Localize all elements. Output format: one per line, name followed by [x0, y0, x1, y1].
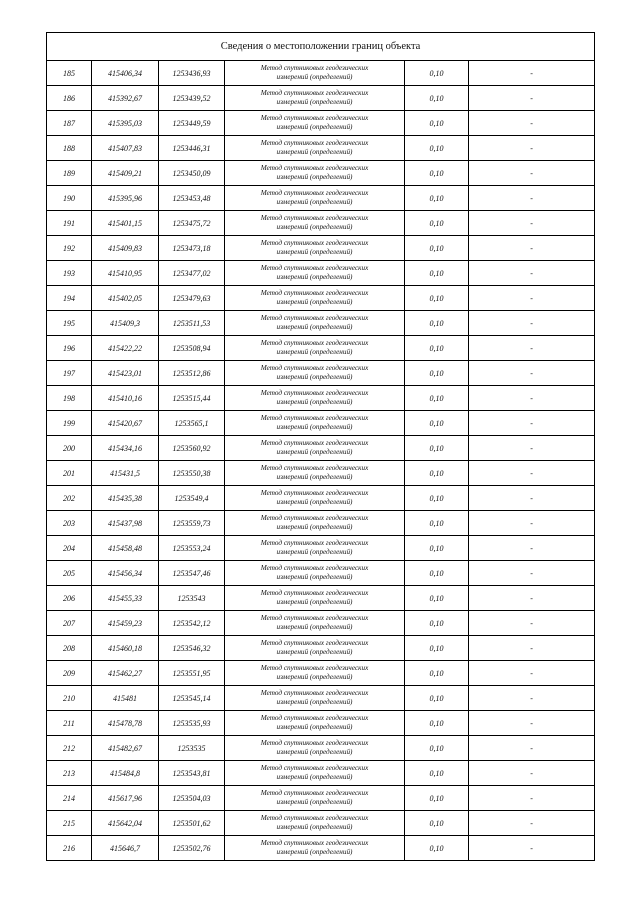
method-cell [225, 786, 405, 811]
x-coordinate-cell: 415423,01 [92, 361, 159, 386]
y-coordinate-cell: 1253543 [159, 586, 225, 611]
x-coordinate-cell: 415402,05 [92, 286, 159, 311]
method-line-2: измерений (определений) [276, 748, 353, 756]
table-row [47, 61, 595, 86]
description-cell: - [469, 586, 595, 611]
x-coordinate-cell: 415460,18 [92, 636, 159, 661]
method-line-2: измерений (определений) [276, 223, 353, 231]
x-coordinate-cell: 415392,67 [92, 86, 159, 111]
y-coordinate-cell: 1253559,73 [159, 511, 225, 536]
method-line-1: Метод спутниковых геодезических [260, 589, 369, 597]
method-cell [225, 436, 405, 461]
table-row [47, 761, 595, 786]
accuracy-cell: 0,10 [405, 661, 469, 686]
table-row [47, 336, 595, 361]
x-coordinate-cell: 415431,5 [92, 461, 159, 486]
accuracy-cell: 0,10 [405, 86, 469, 111]
accuracy-cell: 0,10 [405, 361, 469, 386]
table-row [47, 111, 595, 136]
accuracy-cell: 0,10 [405, 561, 469, 586]
method-cell [225, 686, 405, 711]
method-cell [225, 736, 405, 761]
method-line-1: Метод спутниковых геодезических [260, 439, 369, 447]
method-line-2: измерений (определений) [276, 298, 353, 306]
method-line-1: Метод спутниковых геодезических [260, 314, 369, 322]
point-number-cell: 209 [47, 661, 92, 686]
y-coordinate-cell: 1253549,4 [159, 486, 225, 511]
table-row [47, 836, 595, 861]
method-cell [225, 61, 405, 86]
method-cell [225, 511, 405, 536]
point-number-cell: 199 [47, 411, 92, 436]
method-line-1: Метод спутниковых геодезических [260, 764, 369, 772]
accuracy-cell: 0,10 [405, 786, 469, 811]
method-line-2: измерений (определений) [276, 723, 353, 731]
y-coordinate-cell: 1253446,31 [159, 136, 225, 161]
method-cell [225, 611, 405, 636]
x-coordinate-cell: 415409,3 [92, 311, 159, 336]
table-row [47, 361, 595, 386]
method-line-1: Метод спутниковых геодезических [260, 814, 369, 822]
table-row [47, 161, 595, 186]
method-line-1: Метод спутниковых геодезических [260, 664, 369, 672]
x-coordinate-cell: 415395,96 [92, 186, 159, 211]
description-cell: - [469, 661, 595, 686]
y-coordinate-cell: 1253453,48 [159, 186, 225, 211]
y-coordinate-cell: 1253511,53 [159, 311, 225, 336]
method-cell [225, 561, 405, 586]
x-coordinate-cell: 415456,34 [92, 561, 159, 586]
method-line-2: измерений (определений) [276, 198, 353, 206]
accuracy-cell: 0,10 [405, 136, 469, 161]
accuracy-cell: 0,10 [405, 711, 469, 736]
method-line-2: измерений (определений) [276, 273, 353, 281]
point-number-cell: 190 [47, 186, 92, 211]
table-row [47, 811, 595, 836]
x-coordinate-cell: 415482,67 [92, 736, 159, 761]
description-cell: - [469, 536, 595, 561]
x-coordinate-cell: 415395,03 [92, 111, 159, 136]
table-row [47, 261, 595, 286]
accuracy-cell: 0,10 [405, 736, 469, 761]
point-number-cell: 207 [47, 611, 92, 636]
table-row [47, 236, 595, 261]
accuracy-cell: 0,10 [405, 261, 469, 286]
accuracy-cell: 0,10 [405, 386, 469, 411]
accuracy-cell: 0,10 [405, 836, 469, 861]
method-line-2: измерений (определений) [276, 323, 353, 331]
point-number-cell: 194 [47, 286, 92, 311]
y-coordinate-cell: 1253508,94 [159, 336, 225, 361]
description-cell: - [469, 561, 595, 586]
point-number-cell: 203 [47, 511, 92, 536]
point-number-cell: 188 [47, 136, 92, 161]
x-coordinate-cell: 415484,8 [92, 761, 159, 786]
y-coordinate-cell: 1253546,32 [159, 636, 225, 661]
description-cell: - [469, 261, 595, 286]
table-row [47, 286, 595, 311]
y-coordinate-cell: 1253565,1 [159, 411, 225, 436]
method-line-2: измерений (определений) [276, 423, 353, 431]
description-cell: - [469, 286, 595, 311]
point-number-cell: 196 [47, 336, 92, 361]
description-cell: - [469, 786, 595, 811]
method-line-2: измерений (определений) [276, 348, 353, 356]
method-cell [225, 486, 405, 511]
method-line-2: измерений (определений) [276, 823, 353, 831]
method-line-1: Метод спутниковых геодезических [260, 564, 369, 572]
method-line-2: измерений (определений) [276, 448, 353, 456]
x-coordinate-cell: 415481 [92, 686, 159, 711]
method-cell [225, 536, 405, 561]
x-coordinate-cell: 415410,16 [92, 386, 159, 411]
method-line-2: измерений (определений) [276, 98, 353, 106]
method-line-2: измерений (определений) [276, 498, 353, 506]
table-row [47, 311, 595, 336]
method-cell [225, 186, 405, 211]
point-number-cell: 185 [47, 61, 92, 86]
accuracy-cell: 0,10 [405, 586, 469, 611]
point-number-cell: 186 [47, 86, 92, 111]
point-number-cell: 187 [47, 111, 92, 136]
method-cell [225, 286, 405, 311]
method-line-2: измерений (определений) [276, 698, 353, 706]
description-cell: - [469, 236, 595, 261]
method-line-2: измерений (определений) [276, 248, 353, 256]
point-number-cell: 213 [47, 761, 92, 786]
point-number-cell: 192 [47, 236, 92, 261]
table-row [47, 586, 595, 611]
y-coordinate-cell: 1253535 [159, 736, 225, 761]
method-line-1: Метод спутниковых геодезических [260, 789, 369, 797]
x-coordinate-cell: 415642,04 [92, 811, 159, 836]
method-line-1: Метод спутниковых геодезических [260, 839, 369, 847]
x-coordinate-cell: 415617,96 [92, 786, 159, 811]
method-line-1: Метод спутниковых геодезических [260, 414, 369, 422]
point-number-cell: 202 [47, 486, 92, 511]
method-cell [225, 761, 405, 786]
description-cell: - [469, 161, 595, 186]
method-line-1: Метод спутниковых геодезических [260, 714, 369, 722]
method-line-2: измерений (определений) [276, 173, 353, 181]
description-cell: - [469, 111, 595, 136]
y-coordinate-cell: 1253501,62 [159, 811, 225, 836]
accuracy-cell: 0,10 [405, 461, 469, 486]
method-line-2: измерений (определений) [276, 673, 353, 681]
method-cell [225, 211, 405, 236]
description-cell: - [469, 811, 595, 836]
method-line-1: Метод спутниковых геодезических [260, 464, 369, 472]
accuracy-cell: 0,10 [405, 436, 469, 461]
description-cell: - [469, 611, 595, 636]
point-number-cell: 215 [47, 811, 92, 836]
description-cell: - [469, 86, 595, 111]
method-line-1: Метод спутниковых геодезических [260, 114, 369, 122]
x-coordinate-cell: 415462,27 [92, 661, 159, 686]
description-cell: - [469, 211, 595, 236]
point-number-cell: 216 [47, 836, 92, 861]
method-cell [225, 461, 405, 486]
description-cell: - [469, 836, 595, 861]
table-row [47, 386, 595, 411]
table-row [47, 561, 595, 586]
table-row [47, 461, 595, 486]
point-number-cell: 212 [47, 736, 92, 761]
y-coordinate-cell: 1253515,44 [159, 386, 225, 411]
method-line-1: Метод спутниковых геодезических [260, 264, 369, 272]
table-row [47, 486, 595, 511]
point-number-cell: 193 [47, 261, 92, 286]
description-cell: - [469, 711, 595, 736]
method-line-1: Метод спутниковых геодезических [260, 189, 369, 197]
method-cell [225, 636, 405, 661]
description-cell: - [469, 386, 595, 411]
y-coordinate-cell: 1253475,72 [159, 211, 225, 236]
y-coordinate-cell: 1253477,02 [159, 261, 225, 286]
table-row [47, 636, 595, 661]
accuracy-cell: 0,10 [405, 486, 469, 511]
x-coordinate-cell: 415455,33 [92, 586, 159, 611]
method-line-2: измерений (определений) [276, 773, 353, 781]
x-coordinate-cell: 415422,22 [92, 336, 159, 361]
y-coordinate-cell: 1253512,86 [159, 361, 225, 386]
method-line-1: Метод спутниковых геодезических [260, 614, 369, 622]
method-cell [225, 336, 405, 361]
method-line-1: Метод спутниковых геодезических [260, 139, 369, 147]
accuracy-cell: 0,10 [405, 111, 469, 136]
method-line-2: измерений (определений) [276, 598, 353, 606]
method-cell [225, 836, 405, 861]
x-coordinate-cell: 415420,67 [92, 411, 159, 436]
table-title: Сведения о местоположении границ объекта [47, 33, 595, 61]
method-cell [225, 311, 405, 336]
accuracy-cell: 0,10 [405, 686, 469, 711]
x-coordinate-cell: 415407,83 [92, 136, 159, 161]
y-coordinate-cell: 1253550,38 [159, 461, 225, 486]
method-line-1: Метод спутниковых геодезических [260, 539, 369, 547]
method-line-1: Метод спутниковых геодезических [260, 489, 369, 497]
x-coordinate-cell: 415437,98 [92, 511, 159, 536]
method-cell [225, 261, 405, 286]
description-cell: - [469, 186, 595, 211]
accuracy-cell: 0,10 [405, 161, 469, 186]
y-coordinate-cell: 1253473,18 [159, 236, 225, 261]
accuracy-cell: 0,10 [405, 761, 469, 786]
accuracy-cell: 0,10 [405, 311, 469, 336]
method-cell [225, 86, 405, 111]
y-coordinate-cell: 1253535,93 [159, 711, 225, 736]
description-cell: - [469, 61, 595, 86]
description-cell: - [469, 511, 595, 536]
method-line-1: Метод спутниковых геодезических [260, 639, 369, 647]
point-number-cell: 210 [47, 686, 92, 711]
table-row [47, 786, 595, 811]
point-number-cell: 204 [47, 536, 92, 561]
accuracy-cell: 0,10 [405, 61, 469, 86]
y-coordinate-cell: 1253543,81 [159, 761, 225, 786]
table-row [47, 511, 595, 536]
method-line-2: измерений (определений) [276, 623, 353, 631]
x-coordinate-cell: 415401,15 [92, 211, 159, 236]
table-row [47, 661, 595, 686]
y-coordinate-cell: 1253479,63 [159, 286, 225, 311]
description-cell: - [469, 636, 595, 661]
table-row [47, 436, 595, 461]
point-number-cell: 189 [47, 161, 92, 186]
x-coordinate-cell: 415409,21 [92, 161, 159, 186]
point-number-cell: 197 [47, 361, 92, 386]
point-number-cell: 214 [47, 786, 92, 811]
method-line-1: Метод спутниковых геодезических [260, 339, 369, 347]
point-number-cell: 191 [47, 211, 92, 236]
method-cell [225, 111, 405, 136]
accuracy-cell: 0,10 [405, 811, 469, 836]
method-line-1: Метод спутниковых геодезических [260, 214, 369, 222]
y-coordinate-cell: 1253502,76 [159, 836, 225, 861]
method-line-2: измерений (определений) [276, 548, 353, 556]
method-line-2: измерений (определений) [276, 398, 353, 406]
point-number-cell: 206 [47, 586, 92, 611]
table-row [47, 686, 595, 711]
accuracy-cell: 0,10 [405, 411, 469, 436]
accuracy-cell: 0,10 [405, 211, 469, 236]
point-number-cell: 205 [47, 561, 92, 586]
point-number-cell: 198 [47, 386, 92, 411]
method-line-1: Метод спутниковых геодезических [260, 389, 369, 397]
method-line-2: измерений (определений) [276, 848, 353, 856]
y-coordinate-cell: 1253560,92 [159, 436, 225, 461]
y-coordinate-cell: 1253449,59 [159, 111, 225, 136]
description-cell: - [469, 761, 595, 786]
x-coordinate-cell: 415435,38 [92, 486, 159, 511]
method-line-1: Метод спутниковых геодезических [260, 239, 369, 247]
x-coordinate-cell: 415459,23 [92, 611, 159, 636]
accuracy-cell: 0,10 [405, 536, 469, 561]
accuracy-cell: 0,10 [405, 336, 469, 361]
method-line-1: Метод спутниковых геодезических [260, 739, 369, 747]
y-coordinate-cell: 1253504,03 [159, 786, 225, 811]
description-cell: - [469, 486, 595, 511]
description-cell: - [469, 136, 595, 161]
description-cell: - [469, 461, 595, 486]
method-cell [225, 361, 405, 386]
description-cell: - [469, 736, 595, 761]
x-coordinate-cell: 415406,34 [92, 61, 159, 86]
method-line-1: Метод спутниковых геодезических [260, 364, 369, 372]
method-cell [225, 136, 405, 161]
description-cell: - [469, 311, 595, 336]
accuracy-cell: 0,10 [405, 186, 469, 211]
accuracy-cell: 0,10 [405, 636, 469, 661]
y-coordinate-cell: 1253439,52 [159, 86, 225, 111]
method-cell [225, 236, 405, 261]
method-line-1: Метод спутниковых геодезических [260, 689, 369, 697]
x-coordinate-cell: 415646,7 [92, 836, 159, 861]
method-cell [225, 586, 405, 611]
table-row [47, 86, 595, 111]
point-number-cell: 195 [47, 311, 92, 336]
accuracy-cell: 0,10 [405, 611, 469, 636]
table-row [47, 136, 595, 161]
method-line-2: измерений (определений) [276, 573, 353, 581]
point-number-cell: 200 [47, 436, 92, 461]
boundary-points-table [46, 32, 595, 861]
method-line-2: измерений (определений) [276, 148, 353, 156]
description-cell: - [469, 411, 595, 436]
x-coordinate-cell: 415410,95 [92, 261, 159, 286]
accuracy-cell: 0,10 [405, 286, 469, 311]
accuracy-cell: 0,10 [405, 236, 469, 261]
y-coordinate-cell: 1253542,12 [159, 611, 225, 636]
y-coordinate-cell: 1253553,24 [159, 536, 225, 561]
method-line-2: измерений (определений) [276, 373, 353, 381]
method-line-1: Метод спутниковых геодезических [260, 89, 369, 97]
table-body [47, 33, 595, 861]
method-cell [225, 161, 405, 186]
method-line-1: Метод спутниковых геодезических [260, 64, 369, 72]
y-coordinate-cell: 1253547,46 [159, 561, 225, 586]
table-row [47, 536, 595, 561]
point-number-cell: 201 [47, 461, 92, 486]
method-line-1: Метод спутниковых геодезических [260, 164, 369, 172]
method-line-2: измерений (определений) [276, 798, 353, 806]
table-row [47, 211, 595, 236]
x-coordinate-cell: 415458,48 [92, 536, 159, 561]
table-row [47, 186, 595, 211]
method-cell [225, 811, 405, 836]
point-number-cell: 211 [47, 711, 92, 736]
table-row [47, 611, 595, 636]
method-line-2: измерений (определений) [276, 648, 353, 656]
method-line-2: измерений (определений) [276, 473, 353, 481]
description-cell: - [469, 436, 595, 461]
y-coordinate-cell: 1253450,09 [159, 161, 225, 186]
method-line-2: измерений (определений) [276, 123, 353, 131]
method-cell [225, 711, 405, 736]
method-line-2: измерений (определений) [276, 73, 353, 81]
method-cell [225, 386, 405, 411]
x-coordinate-cell: 415409,83 [92, 236, 159, 261]
y-coordinate-cell: 1253551,95 [159, 661, 225, 686]
method-cell [225, 411, 405, 436]
x-coordinate-cell: 415434,16 [92, 436, 159, 461]
y-coordinate-cell: 1253436,93 [159, 61, 225, 86]
method-line-2: измерений (определений) [276, 523, 353, 531]
method-cell [225, 661, 405, 686]
y-coordinate-cell: 1253545,14 [159, 686, 225, 711]
description-cell: - [469, 336, 595, 361]
method-line-1: Метод спутниковых геодезических [260, 514, 369, 522]
x-coordinate-cell: 415478,78 [92, 711, 159, 736]
table-row [47, 711, 595, 736]
point-number-cell: 208 [47, 636, 92, 661]
table-row [47, 411, 595, 436]
method-line-1: Метод спутниковых геодезических [260, 289, 369, 297]
table-row [47, 736, 595, 761]
accuracy-cell: 0,10 [405, 511, 469, 536]
description-cell: - [469, 361, 595, 386]
description-cell: - [469, 686, 595, 711]
title-row [47, 33, 595, 61]
